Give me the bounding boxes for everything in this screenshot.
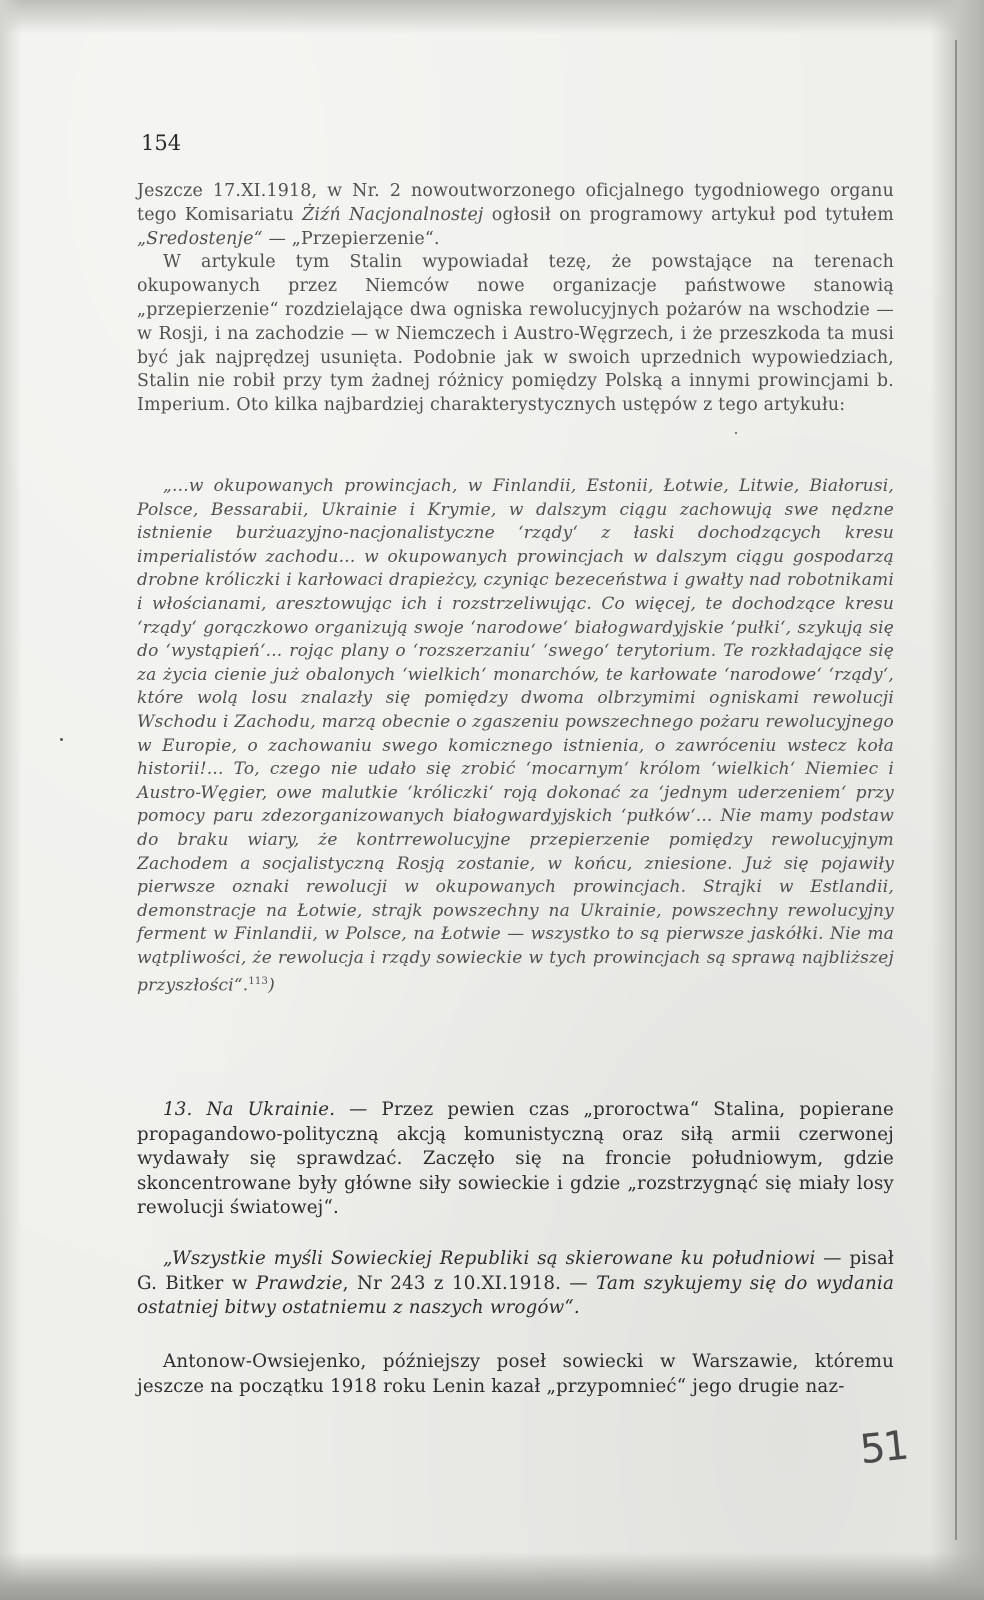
bitker-quote-part-1: „Wszystkie myśli Sowieckiej Republiki są skierowane ku południowi — xyxy=(163,1248,842,1269)
quote-closing: ) xyxy=(268,976,275,997)
scan-edge-right-line xyxy=(955,40,957,1540)
bitker-issue: , Nr 243 z 10.XI.1918. — xyxy=(342,1272,597,1294)
scan-speck xyxy=(60,738,63,741)
newspaper-name: Prawdzie xyxy=(255,1272,343,1294)
intro-text-1: Jeszcze 17.XI.1918, w Nr. 2 nowoutworzonego oficjalnego tygodniowego organu tego Komisariatu xyxy=(137,181,894,225)
intro-text-2: ogłosił on programowy artykuł pod tytułem xyxy=(483,204,894,225)
scan-edge-left xyxy=(0,0,22,1600)
intro-section xyxy=(137,180,894,418)
section-13 xyxy=(137,1098,894,1221)
scan-edge-bottom xyxy=(0,1552,984,1600)
section-title: Na Ukrainie. xyxy=(206,1099,336,1120)
scan-speck xyxy=(735,432,737,434)
bitker-attribution: pisał G. Bitker w xyxy=(137,1248,894,1294)
section-13-text: — Przez pewien czas „proroctwa“ Stalina, popierane propagandowo-polityczną akcją komunistyczną oraz siłą armii czerwonej wydawały się sprawdzać. Zaczęło się na froncie południowym, gdzie skoncentrowane były główne siły sowieckie i gdzie „rozstrzygnąć się miały losy rewolucji światowej“. xyxy=(137,1099,894,1219)
stalin-quote xyxy=(137,475,894,999)
section-number: 13. xyxy=(163,1099,193,1120)
intro-text-3: — „Przepierzenie“. xyxy=(262,228,440,249)
stalin-quote-text: „...w okupowanych prowincjach, w Finlandii, Estonii, Łotwie, Litwie, Białorusi, Polsce, Bessarabii, Ukrainie i Krymie, w dalszym ciągu zachowują swe nędzne istnienie burżuazyjno-nacjonalistyczne ‘rządy‘ z łaski dochodzących kresu imperialistów zachodu... w okupowanych prowincjach w dalszym ciągu gospodarzą drobne króliczki i karłowaci drapieżcy, czyniąc bezeceństwa i gwałty nad robotnikami i włościanami, aresztowując ich i rozstrzeliwując. Co więcej, te dochodzące kresu ‘rządy‘ gorączkowo organizują swoje ‘narodowe‘ białogwardyjskie ‘pułki‘, szykują się do ‘wystąpień‘... rojąc plany o ‘rozszerzaniu‘ ‘swego‘ terytorium. Te rozkładające się za życia cienie już obalonych ‘wielkich‘ monarchów, te karłowate ‘narodowe‘ ‘rządy‘, które wolą losu znalazły się pomiędzy dwoma olbrzymimi ogniskami rewolucji Wschodu i Zachodu, marzą obecnie o zgaszeniu powszechnego pożaru rewolucyjnego w Europie, o zachowaniu swego komicznego istnienia, o zawróceniu wstecz koła historii!... To, czego nie udało się zrobić ‘mocarnym‘ królom ‘wielkich‘ Niemiec i Austro-Węgier, owe malutkie ‘króliczki‘ roją dokonać za ‘jednym uderzeniem‘ przy pomocy paru zdezorganizowanych białogwardyjskich ‘pułków‘... Nie mamy podstaw do braku wiary, że kontrrewolucyjne przepierzenie pomiędzy rewolucyjnym Zachodem a socjalistyczną Rosją zostanie, w końcu, zniesione. Już się pojawiły pierwsze oznaki rewolucji w okupowanych prowincjach. Strajki w Estlandii, demonstracje na Łotwie, strajk powszechny na Ukrainie, powszechny rewolucyjny ferment w Finlandii, w Polsce, na Łotwie — wszystko to są pierwsze jaskółki. Nie ma wątpliwości, że rewolucja i rządy sowieckie w tych prowincjach są sprawą najbliższej przyszłości“. xyxy=(137,476,894,997)
footnote-reference: 113 xyxy=(248,976,269,988)
bitker-quote xyxy=(137,1247,894,1321)
intro-paragraph xyxy=(137,180,894,251)
scan-edge-top xyxy=(0,0,984,34)
intro-paragraph-2: W artykule tym Stalin wypowiadał tezę, że powstające na terenach okupowanych przez Niemców nowe organizacje państwowe stanowią „przepierzenie“ rozdzielające dwa ogniska rewolucyjnych pożarów na wschodzie — w Rosji, i na zachodzie — w Niemczech i Austro-Węgrzech, i że przeszkoda ta musi być jak najprędzej usunięta. Podobnie jak w swoich uprzednich wypowiedziach, Stalin nie robił przy tym żadnej różnicy pomiędzy Polską a innymi prowincjami b. Imperium. Oto kilka najbardziej charakterystycznych ustępów z tego artykułu: xyxy=(137,252,894,416)
bitker-quote-part-2: Tam szykujemy się do wydania ostatniej bitwy ostatniemu z naszych wrogów“. xyxy=(137,1272,894,1319)
periodical-title: Żiźń Nacjonalnostej xyxy=(302,204,484,225)
page-number: 154 xyxy=(141,131,182,155)
archive-mark: 51 xyxy=(857,1422,910,1474)
scan-edge-right xyxy=(930,0,984,1600)
antonow-paragraph: Antonow-Owsiejenko, późniejszy poseł sowiecki w Warszawie, któremu jeszcze na początku 1918 roku Lenin kazał „przypomnieć“ jego drugie naz- xyxy=(137,1351,894,1397)
article-title: „Sredostenje“ xyxy=(137,228,263,249)
